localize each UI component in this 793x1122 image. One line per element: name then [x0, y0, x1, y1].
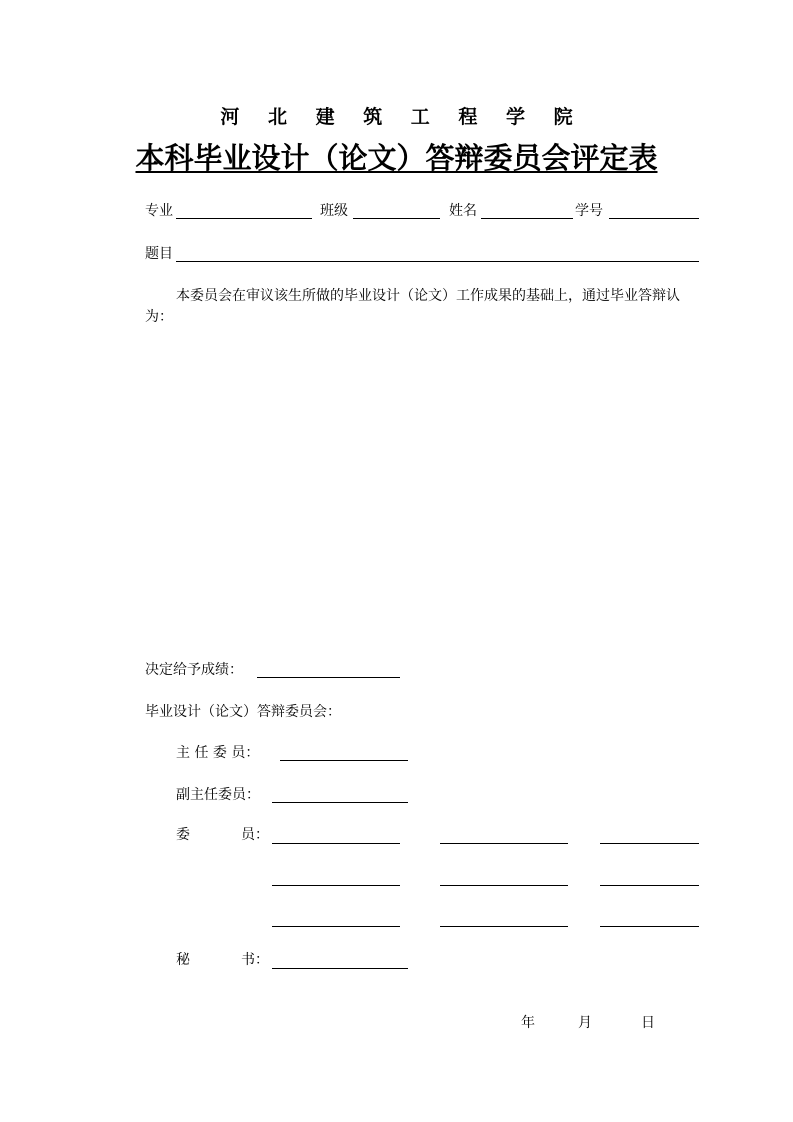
chair-signature-field[interactable]: [280, 760, 408, 761]
major-label: 专业: [145, 203, 173, 219]
secretary-label-second-char: 书：: [241, 952, 269, 968]
grade-label: 决定给予成绩：: [145, 662, 243, 678]
member-signature-field[interactable]: [440, 843, 568, 844]
member-signature-field[interactable]: [272, 843, 400, 844]
secretary-label-first-char: 秘: [176, 952, 190, 968]
topic-field[interactable]: [176, 261, 699, 262]
class-label: 班级: [320, 203, 348, 219]
date-day-label: 日: [641, 1015, 655, 1031]
member-signature-field[interactable]: [440, 885, 568, 886]
member-signature-field[interactable]: [272, 885, 400, 886]
chair-label: 主 任 委 员：: [176, 745, 260, 761]
member-signature-field[interactable]: [600, 843, 699, 844]
topic-label: 题目: [145, 246, 173, 262]
member-signature-field[interactable]: [600, 885, 699, 886]
student-id-field[interactable]: [609, 218, 699, 219]
form-title: 本科毕业设计（论文）答辩委员会评定表: [135, 141, 658, 175]
members-label-second-char: 员：: [241, 827, 269, 843]
vice-chair-label: 副主任委员：: [176, 787, 260, 803]
date-year-label: 年: [521, 1015, 535, 1031]
name-field[interactable]: [481, 218, 573, 219]
class-field[interactable]: [353, 218, 440, 219]
student-id-label: 学号: [575, 203, 603, 219]
vice-chair-signature-field[interactable]: [272, 802, 408, 803]
major-field[interactable]: [176, 218, 312, 219]
committee-heading: 毕业设计（论文）答辩委员会：: [145, 704, 341, 720]
name-label: 姓名: [449, 203, 477, 219]
school-name: 河 北 建 筑 工 程 学 院: [220, 106, 584, 128]
secretary-signature-field[interactable]: [272, 968, 408, 969]
date-month-label: 月: [578, 1015, 592, 1031]
members-label-first-char: 委: [176, 827, 190, 843]
member-signature-field[interactable]: [600, 926, 699, 927]
member-signature-field[interactable]: [272, 926, 400, 927]
member-signature-field[interactable]: [440, 926, 568, 927]
grade-field[interactable]: [257, 677, 400, 678]
committee-statement: 本委员会在审议该生所做的毕业设计（论文）工作成果的基础上，通过毕业答辩认为：: [145, 288, 680, 325]
